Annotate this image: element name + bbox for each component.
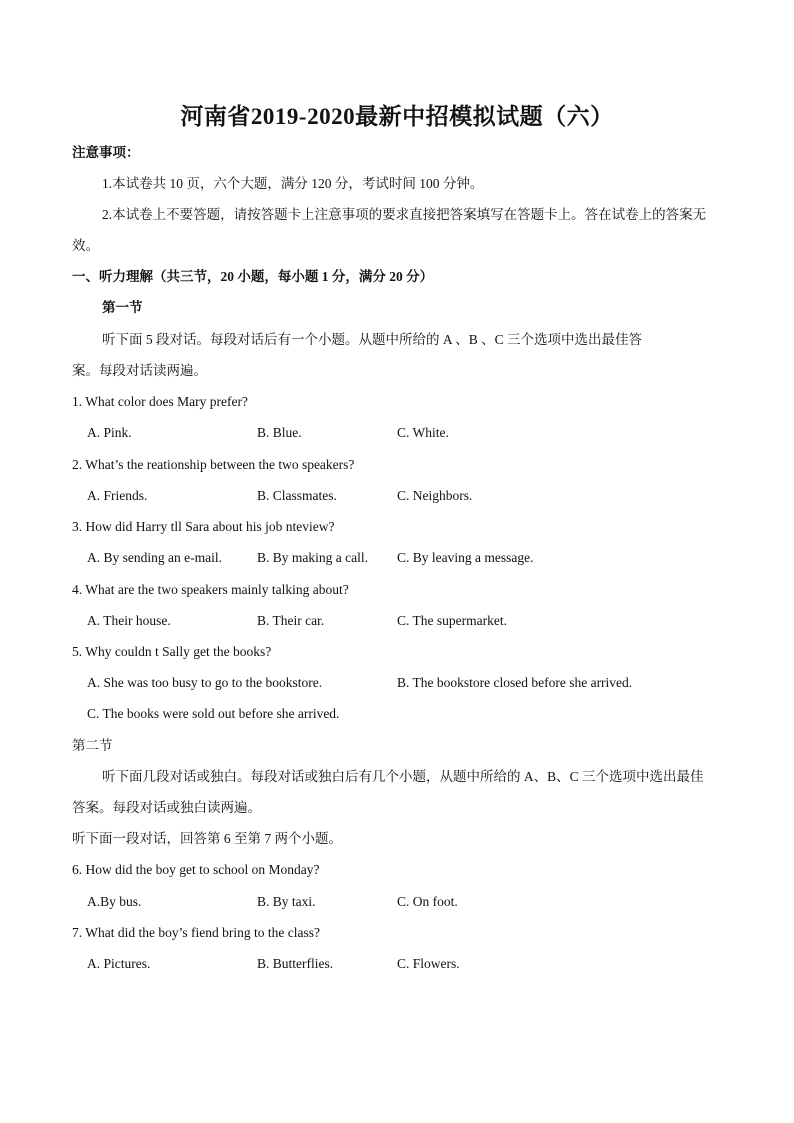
notice-heading: 注意事项： [72, 145, 140, 160]
question-5-option-a: A. She was too busy to go to the bookstore. [87, 675, 323, 690]
question-6-option-b: B. By taxi. [257, 894, 316, 909]
question-4-option-b: B. Their car. [257, 613, 325, 628]
notice-item-2-line1: 2.本试卷上不要答题，请按答题卡上注意事项的要求直接把答案填写在答题卡上。答在试卷上的答案无 [102, 207, 707, 222]
question-4: 4. What are the two speakers mainly talking about? [72, 582, 349, 597]
question-2-option-b: B. Classmates. [257, 488, 337, 503]
section1-instruction-line1: 听下面 5 段对话。每段对话后有一个小题。从题中所给的 A 、B 、C 三个选项中选出最佳答 [102, 332, 643, 347]
question-2-option-a: A. Friends. [87, 488, 148, 503]
question-3-option-c: C. By leaving a message. [397, 550, 534, 565]
question-5: 5. Why couldn t Sally get the books? [72, 644, 272, 659]
question-1-option-c: C. White. [397, 425, 449, 440]
section2-heading: 第二节 [72, 738, 113, 753]
question-1: 1. What color does Mary prefer? [72, 394, 248, 409]
question-3-option-a: A. By sending an e-mail. [87, 550, 222, 565]
question-2: 2. What’s the reationship between the two speakers? [72, 457, 355, 472]
question-4-option-a: A. Their house. [87, 613, 171, 628]
question-6-option-c: C. On foot. [397, 894, 458, 909]
section1-instruction-line2: 案。每段对话读两遍。 [72, 363, 207, 378]
notice-item-1: 1.本试卷共 10 页，六个大题，满分 120 分，考试时间 100 分钟。 [102, 176, 484, 191]
question-4-option-c: C. The supermarket. [397, 613, 507, 628]
section2-instruction-line1: 听下面几段对话或独白。每段对话或独白后有几个小题，从题中所给的 A、B、C 三个选项中选出最佳 [102, 769, 704, 784]
question-1-option-b: B. Blue. [257, 425, 302, 440]
question-5-option-c: C. The books were sold out before she arrived. [87, 706, 340, 721]
page-title: 河南省2019-2020最新中招模拟试题（六） [180, 104, 614, 129]
section1-heading: 第一节 [102, 300, 143, 315]
section2-sub-instruction: 听下面一段对话，回答第 6 至第 7 两个小题。 [72, 831, 342, 846]
question-7-option-c: C. Flowers. [397, 956, 460, 971]
question-7: 7. What did the boy’s fiend bring to the class? [72, 925, 320, 940]
question-7-option-b: B. Butterflies. [257, 956, 334, 971]
question-3-option-b: B. By making a call. [257, 550, 368, 565]
part1-heading: 一、听力理解（共三节，20 小题，每小题 1 分，满分 20 分） [72, 269, 434, 284]
question-7-option-a: A. Pictures. [87, 956, 151, 971]
question-6-option-a: A.By bus. [87, 894, 142, 909]
question-3: 3. How did Harry tll Sara about his job nteview? [72, 519, 335, 534]
notice-item-2-line2: 效。 [72, 238, 99, 253]
question-2-option-c: C. Neighbors. [397, 488, 473, 503]
question-6: 6. How did the boy get to school on Monday? [72, 862, 320, 877]
question-5-option-b: B. The bookstore closed before she arrived. [397, 675, 633, 690]
question-1-option-a: A. Pink. [87, 425, 132, 440]
section2-instruction-line2: 答案。每段对话或独白读两遍。 [72, 800, 261, 815]
